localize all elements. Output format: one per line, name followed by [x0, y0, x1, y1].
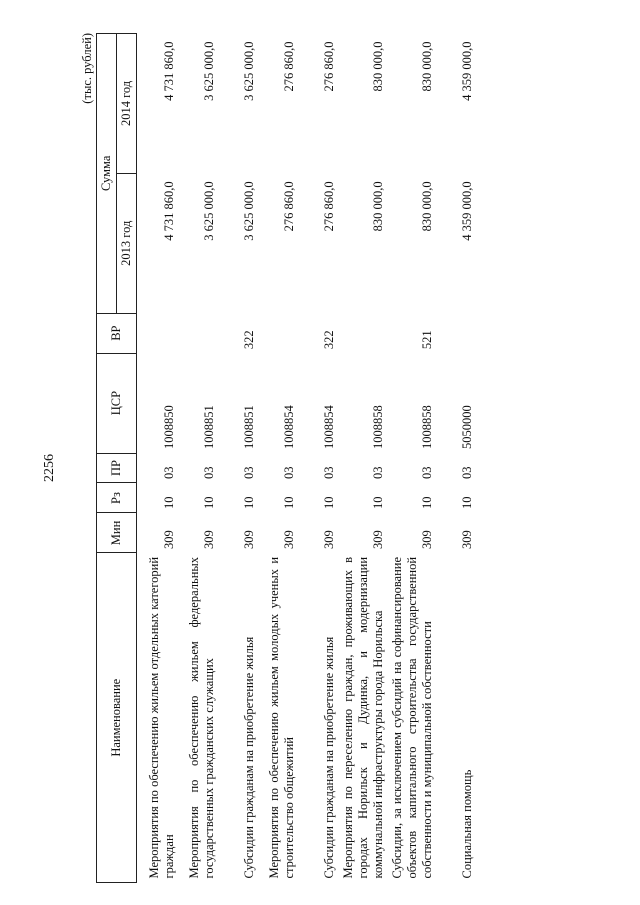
row-min: 309 — [459, 530, 474, 549]
row-vr: 322 — [321, 330, 336, 350]
row-pr: 03 — [459, 466, 474, 479]
budget-table — [96, 33, 475, 883]
row-name: Мероприятия по обеспечению жильем федеральных государственных гражданских служащих — [186, 556, 216, 879]
row-vr: 322 — [241, 330, 256, 350]
row-min: 309 — [241, 530, 256, 549]
row-min: 309 — [161, 530, 176, 549]
row-vr — [337, 313, 386, 353]
row-csr: 1008851 — [201, 405, 216, 450]
row-vr — [435, 313, 475, 353]
row-csr: 1008854 — [321, 405, 336, 450]
row-csr: 1008851 — [241, 405, 256, 450]
row-2014: 830 000,0 — [419, 41, 434, 92]
row-name: Социальная помощь — [459, 769, 474, 879]
row-pr: 03 — [161, 466, 176, 479]
header-pr: ПР — [97, 453, 137, 483]
row-pr: 03 — [281, 466, 296, 479]
row-2014: 276 860,0 — [321, 41, 336, 92]
row-csr: 1008854 — [281, 405, 296, 450]
row-min: 309 — [201, 530, 216, 549]
row-name: Мероприятия по обеспечению жильем отдельных категорий граждан — [146, 556, 176, 879]
row-rz: 10 — [201, 496, 216, 509]
table-row — [337, 34, 386, 883]
row-csr: 5050000 — [459, 405, 474, 450]
table-row — [297, 34, 337, 883]
row-pr: 03 — [370, 466, 385, 479]
row-2013: 4 359 000,0 — [459, 181, 474, 241]
row-name: Субсидии, за исключением субсидий на софинансирование объектов капитального строительства государственной собственности и муниципальной собственности — [389, 556, 434, 879]
table-row — [177, 34, 217, 883]
row-2013: 830 000,0 — [370, 181, 385, 232]
row-min: 309 — [419, 530, 434, 549]
row-pr: 03 — [201, 466, 216, 479]
row-rz: 10 — [281, 496, 296, 509]
table-row — [257, 34, 297, 883]
row-name: Субсидии гражданам на приобретение жилья — [321, 636, 336, 879]
row-vr — [137, 313, 177, 353]
row-name: Мероприятия по переселению граждан, проживающих в городах Норильск и Дудинка, и модернизации коммунальной инфраструктуры города Норильска — [340, 556, 385, 879]
row-pr: 03 — [419, 466, 434, 479]
header-csr: ЦСР — [97, 353, 137, 453]
row-rz: 10 — [370, 496, 385, 509]
rotated-page-content — [80, 23, 550, 883]
row-name: Субсидии гражданам на приобретение жилья — [241, 636, 256, 879]
row-2014: 4 359 000,0 — [459, 41, 474, 101]
row-min: 309 — [321, 530, 336, 549]
table-row — [386, 34, 435, 883]
row-csr: 1008858 — [419, 405, 434, 450]
row-rz: 10 — [459, 496, 474, 509]
row-vr — [257, 313, 297, 353]
row-2014: 276 860,0 — [281, 41, 296, 92]
row-pr: 03 — [321, 466, 336, 479]
row-2014: 3 625 000,0 — [201, 41, 216, 101]
row-2013: 276 860,0 — [321, 181, 336, 232]
table-row — [217, 34, 257, 883]
header-rz: Рз — [97, 483, 137, 513]
row-vr: 521 — [419, 330, 434, 350]
page-number: 2256 — [42, 454, 57, 482]
header-min: Мин — [97, 513, 137, 553]
row-min: 309 — [370, 530, 385, 549]
row-csr: 1008850 — [161, 405, 176, 450]
row-2013: 830 000,0 — [419, 181, 434, 232]
table-row — [137, 34, 177, 883]
header-2014: 2014 год — [117, 34, 137, 174]
row-vr — [177, 313, 217, 353]
table-row — [435, 34, 475, 883]
row-csr: 1008858 — [370, 405, 385, 450]
units-note: (тыс. рублей) — [80, 33, 94, 104]
row-min: 309 — [281, 530, 296, 549]
row-rz: 10 — [241, 496, 256, 509]
header-vr: ВР — [97, 313, 137, 353]
row-2014: 830 000,0 — [370, 41, 385, 92]
row-rz: 10 — [419, 496, 434, 509]
row-2013: 3 625 000,0 — [241, 181, 256, 241]
row-2013: 276 860,0 — [281, 181, 296, 232]
header-sum: Сумма — [97, 34, 117, 314]
row-name: Мероприятия по обеспечению жильем молодых ученых и строительство общежитий — [266, 556, 296, 879]
row-2014: 4 731 860,0 — [161, 41, 176, 101]
row-2013: 3 625 000,0 — [201, 181, 216, 241]
header-row-1 — [97, 34, 117, 883]
row-2013: 4 731 860,0 — [161, 181, 176, 241]
header-2013: 2013 год — [117, 173, 137, 313]
header-name: Наименование — [97, 553, 137, 883]
row-rz: 10 — [321, 496, 336, 509]
row-rz: 10 — [161, 496, 176, 509]
row-2014: 3 625 000,0 — [241, 41, 256, 101]
row-pr: 03 — [241, 466, 256, 479]
